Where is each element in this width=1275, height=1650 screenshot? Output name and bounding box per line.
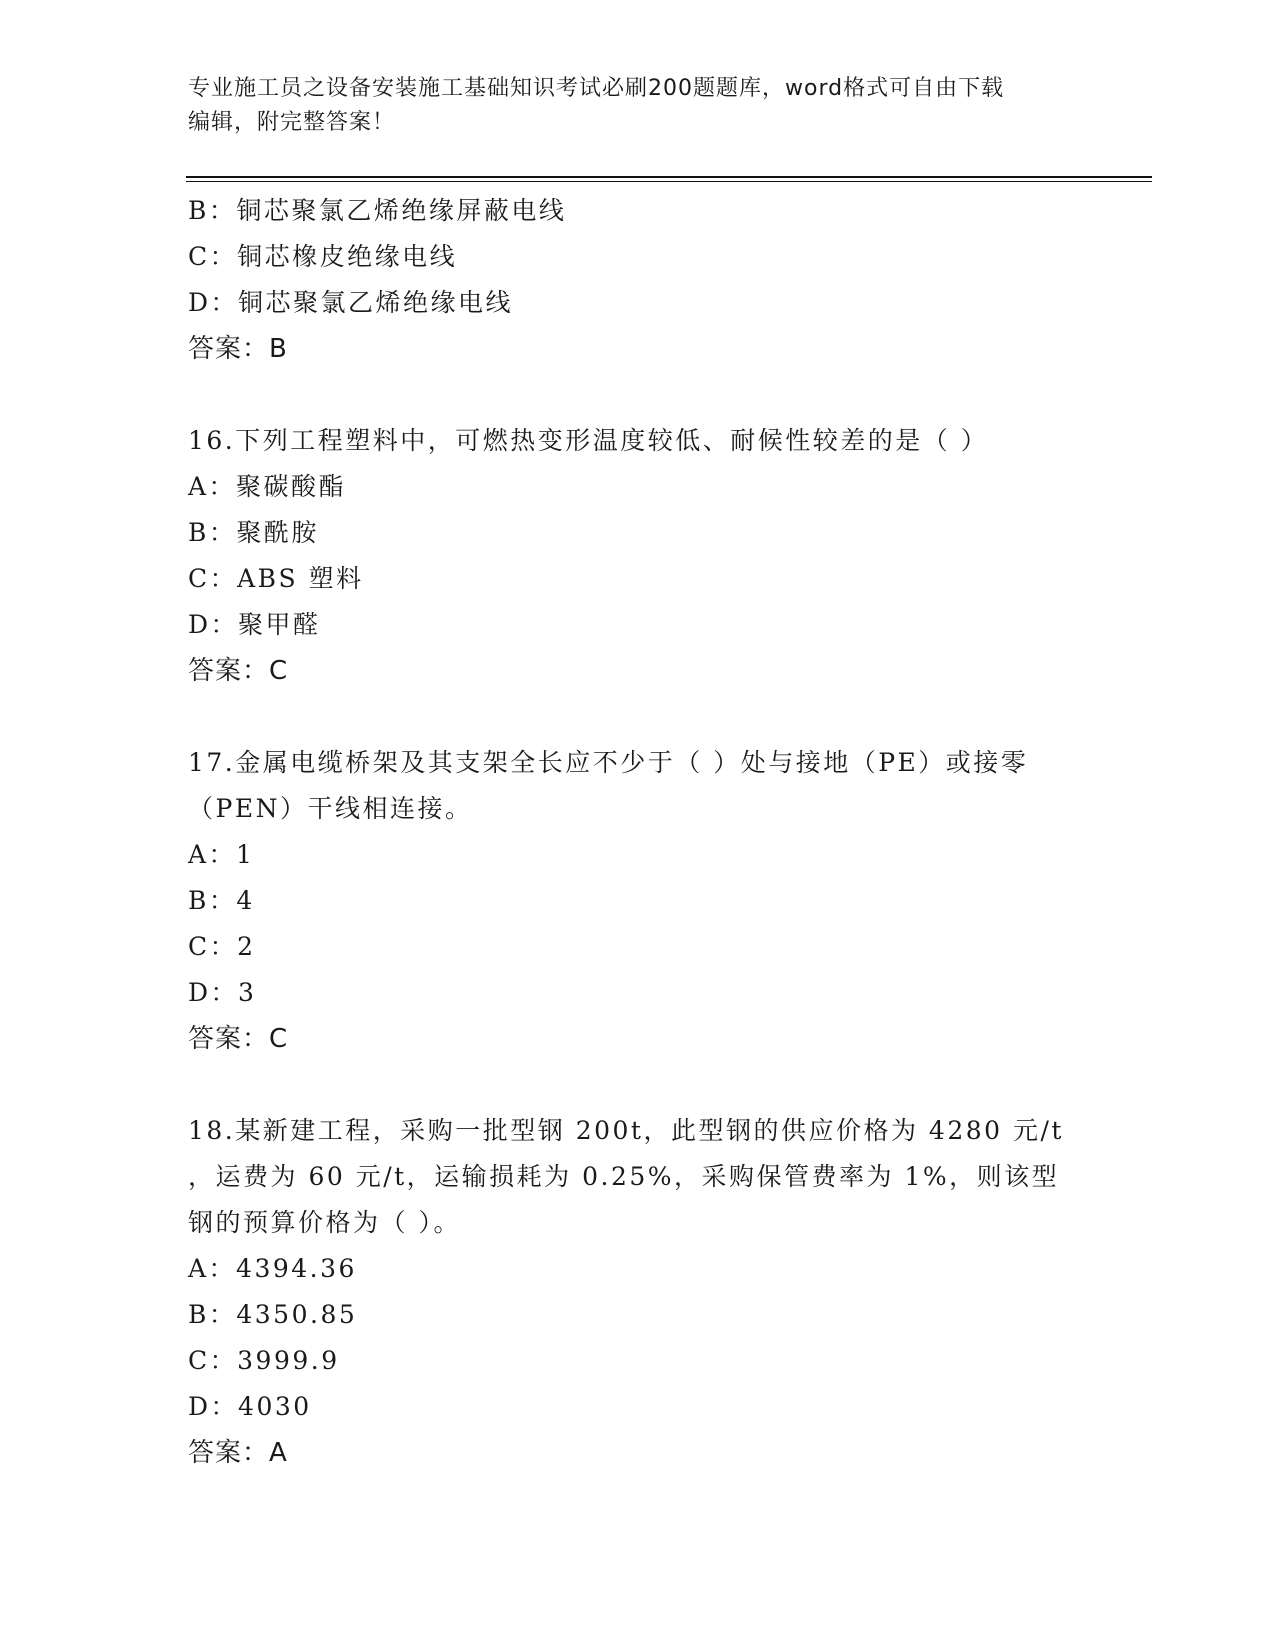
q16-stem: 16.下列工程塑料中，可燃热变形温度较低、耐候性较差的是（ ）	[188, 426, 989, 455]
document-header	[188, 72, 1088, 140]
header-divider-thin	[186, 181, 1152, 182]
q15-option-d: D：铜芯聚氯乙烯绝缘电线	[188, 288, 514, 317]
q15-option-b: B：铜芯聚氯乙烯绝缘屏蔽电线	[188, 196, 567, 225]
question-15-tail	[188, 188, 1068, 372]
q16-option-b: B：聚酰胺	[188, 518, 319, 547]
q18-option-b: B：4350.85	[188, 1300, 358, 1329]
q17-option-a: A：1	[188, 840, 255, 869]
q18-answer: 答案：A	[188, 1438, 288, 1468]
q16-option-a: A：聚碳酸酯	[188, 472, 347, 501]
question-17	[188, 740, 1068, 1062]
q16-option-d: D：聚甲醛	[188, 610, 321, 639]
q15-answer: 答案：B	[188, 334, 288, 364]
q18-option-d: D：4030	[188, 1392, 312, 1421]
q18-option-c: C：3999.9	[188, 1346, 340, 1375]
q16-option-c: C：ABS 塑料	[188, 564, 364, 593]
q18-option-a: A：4394.36	[188, 1254, 357, 1283]
q18-stem-line-2: ，运费为 60 元/t，运输损耗为 0.25%，采购保管费率为 1%，则该型	[188, 1162, 1060, 1191]
question-16	[188, 418, 1068, 694]
header-line-2: 编辑，附完整答案！	[188, 110, 396, 135]
header-line-1: 专业施工员之设备安装施工基础知识考试必刷200题题库，word格式可自由下载	[188, 76, 1005, 101]
q17-option-c: C：2	[188, 932, 256, 961]
question-18	[188, 1108, 1068, 1476]
header-divider-thick	[186, 176, 1152, 178]
q17-stem-line-1: 17.金属电缆桥架及其支架全长应不少于（ ）处与接地（PE）或接零	[188, 748, 1029, 777]
q17-stem-line-2: （PEN）干线相连接。	[188, 794, 473, 823]
question-list	[188, 188, 1068, 1476]
q15-option-c: C：铜芯橡皮绝缘电线	[188, 242, 458, 271]
q17-answer: 答案：C	[188, 1024, 289, 1054]
spacer	[188, 694, 1068, 740]
q17-option-d: D：3	[188, 978, 257, 1007]
q16-answer: 答案：C	[188, 656, 289, 686]
spacer	[188, 372, 1068, 418]
spacer	[188, 1062, 1068, 1108]
q17-option-b: B：4	[188, 886, 255, 915]
q18-stem-line-1: 18.某新建工程，采购一批型钢 200t，此型钢的供应价格为 4280 元/t	[188, 1116, 1064, 1145]
q18-stem-line-3: 钢的预算价格为（ ）。	[188, 1208, 461, 1237]
